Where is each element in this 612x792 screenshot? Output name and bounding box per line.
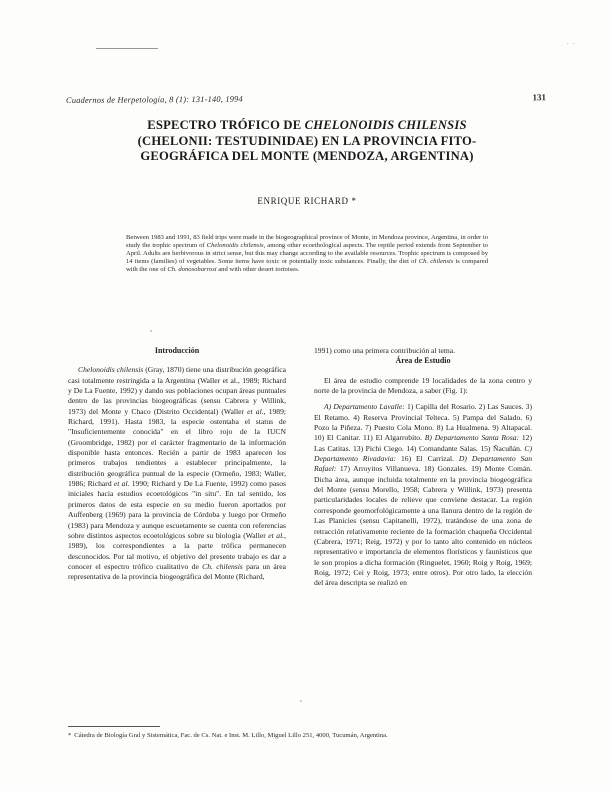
title-line-1-text: ESPECTRO TRÓFICO DE — [147, 118, 305, 132]
italic-run: A) Departamento Lavalle: — [324, 402, 405, 412]
footnote-text — [74, 732, 387, 739]
paragraph — [314, 402, 532, 588]
title-line-2: (CHELONII: TESTUDINIDAE) EN LA PROVINCIA FITO- — [137, 133, 477, 148]
italic-run: Ch. chilensis — [202, 561, 243, 571]
section-heading-introduccion: Introducción — [154, 346, 200, 355]
abstract-run: Between 1983 and 1991, 83 field trips were made in the biogeographical province of Monte, in Mendoza province, Argentina, in order to study the trophic spectrum of — [126, 234, 488, 250]
abstract-run: Chelonoidis chilensis — [206, 242, 264, 250]
article-title — [66, 118, 548, 165]
text-run: , 1989), los correspondientes a la parte trófica permanecen desconocidos. Por tal motivo, el objetivo del presente trabajo es dar a conocer el espectro trófico cualitativo de — [68, 530, 286, 571]
title-line-3: GEOGRÁFICA DEL MONTE (MENDOZA, ARGENTINA) — [140, 149, 474, 163]
footnote-marker: * — [68, 732, 72, 739]
scan-speck — [300, 700, 302, 702]
footnote — [68, 732, 536, 740]
study-area-body — [314, 376, 532, 589]
column-left — [68, 346, 286, 589]
title-line-1-species: CHELONOIDIS CHILENSIS — [304, 118, 467, 132]
italic-run: Chelonoidis chilensis — [78, 365, 144, 375]
section-heading-area-de-estudio: Área de Estudio — [395, 356, 451, 366]
abstract-run: , among other ecoethological aspects. The reptile period extends from September to April. Adults are herbivorous in strict sense, but this may change according to the available resources. Trophic spectrum is composed by 14 items (families) of vegetables. Some items have toxic or potentially toxic substances. Finally, the diet of — [126, 242, 488, 266]
author-byline: ENRIQUE RICHARD * — [257, 196, 357, 206]
italic-run: et al. — [268, 530, 285, 540]
continuation-text: 1991) como una primera contribución al tema. — [314, 346, 456, 355]
text-run: 16) El Carrizal. — [396, 454, 459, 464]
italic-run: D) Departamento San Rafael: — [314, 454, 532, 474]
italic-run: et al. — [247, 406, 264, 416]
italic-run: et al. — [113, 479, 130, 489]
scan-artifact-rule — [96, 48, 158, 49]
text-run: 12) Las Catitas. 13) Pichi Ciego. 14) Comandante Salas. 15) Ñacuñán. — [314, 433, 532, 453]
paragraph — [68, 365, 286, 582]
footnote-run: Cátedra de Biología Gral y Sistemática, Fac. de Cs. Nat. e Inst. M. Lillo, Miguel Lillo 251, 4000, Tucumán, Argentina. — [74, 732, 388, 739]
paragraph — [314, 376, 532, 397]
running-head — [66, 92, 546, 105]
abstract-text — [126, 234, 488, 273]
abstract-block — [126, 234, 488, 274]
text-run: (Gray, 1870) tiene una distribución geográfica casi totalmente restringida a la Argentina (Waller et al., 1989; Richard y De La Fuente, 1992) y dando sus poblaciones ocupan áreas puntuales dentro de las provincias biogeográficas (sensu Cabrera y Willink, 1973) del Monte y Chaco (Distrito Occidental) (Waller — [68, 365, 286, 416]
page-number: 131 — [532, 92, 547, 103]
introduction-body — [68, 365, 286, 582]
italic-run: B) Departamento Santa Rosa: — [424, 433, 520, 443]
abstract-run: and with other desert tortoises. — [216, 266, 300, 274]
abstract-run: is compared with the one of — [126, 258, 488, 274]
text-run: 1) Capilla del Rosario. 2) Las Sauces. 3) El Retamo. 4) Reserva Provincial Telteca. 5) Pampa del Salado. 6) Pozo la Piñeza. 7) Puesto Cola Mono. 8) La Hualmena. 9) Altapacal. 10) El Canitar. 11) El Algarrobito. — [314, 402, 532, 443]
text-run: 1990; Richard y De La Fuente, 1992) como pasos iniciales hacia estudios ecoetológicos "in situ". En tal sentido, los primeros datos de esta especie en su medio fueron aportados por Auffenberg (1969) para la provincia de Córdoba y luego por Ormeño (1983) para Mendoza y aunque escuetamente se cuenta con referencias sobre distintos aspectos ecoetológicos sobre su biología (Waller — [68, 479, 286, 540]
journal-reference: Cuadernos de Herpetología, 8 (1): 131-140, 1994 — [66, 94, 243, 105]
title-line-1 — [66, 118, 548, 134]
abstract-run: Ch. chilensis — [418, 258, 454, 266]
corner-mark: · · — [566, 40, 576, 48]
text-run: El área de estudio comprende 19 localidades de la zona centro y norte de la provincia de Mendoza, a saber (Fig. 1): — [314, 375, 532, 396]
column-right — [314, 346, 532, 595]
footnote-separator — [68, 726, 160, 727]
text-run: para un área representativa de la provincia biogeográfica del Monte (Richard, — [68, 561, 287, 582]
abstract-run: Ch. donosobarrosi — [167, 266, 217, 274]
text-run: 17) Arroyitos Villanueva. 18) Gonzales. 19) Monte Comán. Dicha área, aunque incluida totalmente en la provincia biogeográfica del Monte (sensu Morello, 1958; Cabrera y Willink, 1973) presenta particularidades locales de relieve que conviene destacar. La región corresponde geomorfológicamente a una llanura dentro de la región de Las Planicies (sensu Capitanelli, 1972), tratándose de una zona de retracción relativamente reciente de la formación chaqueña Occidental (Cabrera, 1971; Reig, 1972) y por lo tanto alto contenido en núcleos representativo e importancia de elementos florísticos y faunísticos que le son propios a dicha formación (Ringuelet, 1960; Roig y Roig, 1969; Roig, 1972; Cei y Roig, 1973; entre otros). Por otro lado, la elección del área descripta se realizó en — [314, 464, 532, 588]
italic-run: C) Departamento Rivadavia: — [314, 443, 532, 464]
scan-speck — [150, 330, 152, 332]
text-run: , 1989; Richard, 1991). Hasta 1983, la especie ostentaba el status de "Insuficientemente conocida" en el libro rojo de la IUCN (Groombridge, 1982) por el carácter fragmentario de la información disponible hasta entonces. Recién a partir de 1983 aparecen los primeros trabajos tendientes a establecer principalmente, la distribución geográfica puntual de la especie (Ormeño, 1983; Waller, 1986; Richard — [68, 406, 286, 489]
